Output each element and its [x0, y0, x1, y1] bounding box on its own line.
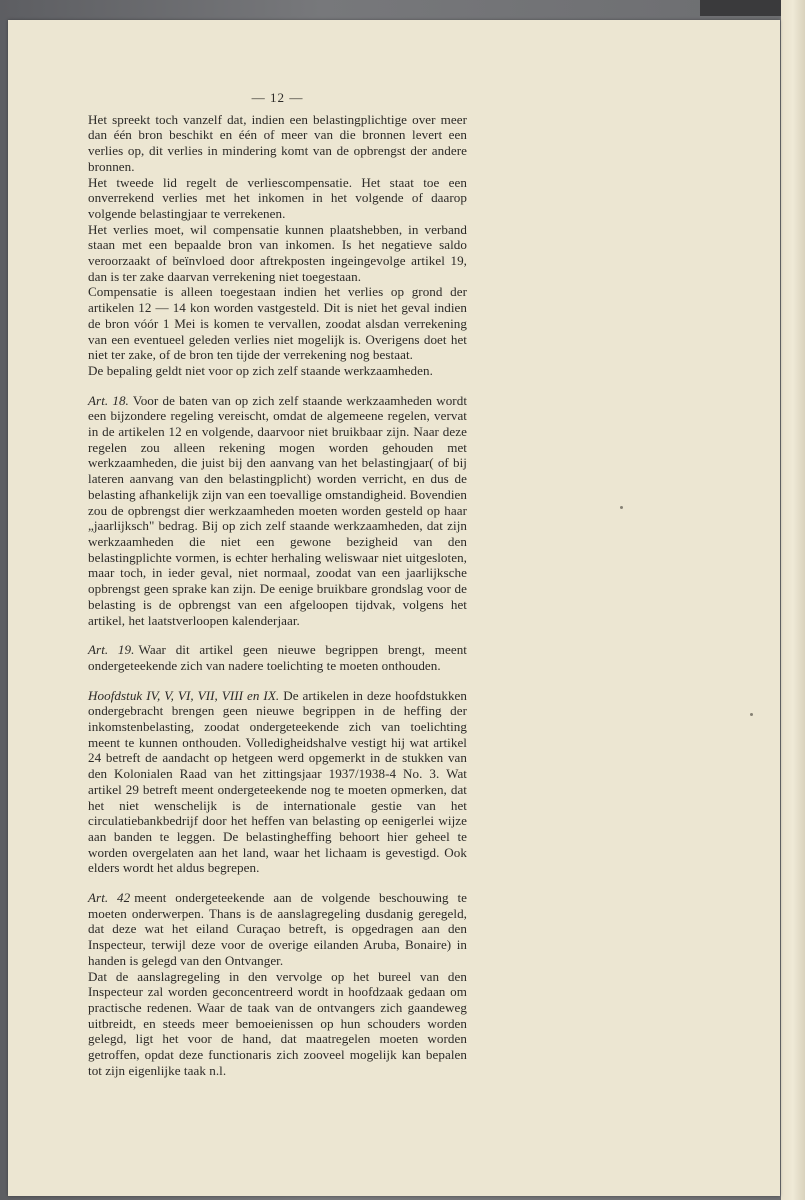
article-paragraph	[88, 393, 467, 629]
paragraph-text: meent ondergeteekende aan de volgende beschouwing te moeten onderwerpen. Thans is de aanslagregeling dusdanig geregeld, dat deze wat het eiland Curaçao betreft, is opgedragen aan den Inspecteur, terwijl deze voor de overige eilanden Aruba, Bonaire) in handen is gelegd van den Ontvanger.	[88, 890, 467, 968]
paragraph-text: De bepaling geldt niet voor op zich zelf staande werkzaamheden.	[88, 362, 433, 378]
paper-speck	[750, 713, 753, 716]
paragraph-gap	[88, 674, 467, 688]
document-page	[8, 20, 780, 1196]
paragraph-text: Waar dit artikel geen nieuwe begrippen brengt, meent ondergeteekende zich van nadere toelichting te moeten onthouden.	[88, 642, 467, 673]
paragraph	[88, 284, 467, 363]
paragraph-text: Dat de aanslagregeling in den vervolge op het bureel van den Inspecteur zal worden geconcentreerd wordt in hoofdzaak gedaan om practische redenen. Waar de taak van de ontvangers zich gaandeweg uitbreidt, en steeds meer bemoeienissen op hun schouders worden gelegd, ligt het voor de hand, dat maatregelen moeten worden getroffen, opdat deze functionaris zich zooveel mogelijk kan bepalen tot zijn eigenlijke taak n.l.	[88, 968, 467, 1078]
paper-speck	[620, 506, 623, 509]
paragraph	[88, 175, 467, 222]
next-page-edge	[781, 0, 805, 1200]
paragraph-text: Het verlies moet, wil compensatie kunnen plaatshebben, in verband staan met een bepaalde bron van inkomen. Is het negatieve saldo veroorzaakt of beïnvloed door aftrekposten ingeingevolge artikel 19, dan is ter zake daarvan verrekening niet toegestaan.	[88, 221, 467, 284]
chapter-heading: Hoofdstuk IV, V, VI, VII, VIII en IX.	[88, 687, 280, 703]
article-paragraph	[88, 890, 467, 969]
article-heading: Art. 42	[88, 890, 131, 906]
paragraph-text: Voor de baten van op zich zelf staande werkzaamheden wordt een bijzondere regeling vereischt, omdat de algemeene regelen, vervat in de artikelen 12 en volgende, daarvoor niet bruikbaar zijn. Naar deze regelen zou alleen rekening mogen worden gehouden met werkzaamheden, die juist bij den aanvang van het belastingjaar( of bij lateren aanvang van den belastingplicht) worden verricht, en dus de belasting afhankelijk zijn van een toevallige omstandigheid. Bovendien zou de opbrengst dier werkzaamheden moeten worden gesteld op haar „jaarlijksch" bedrag. Bij op zich zelf staande werkzaamheden, dat zijn werkzaamheden die niet een gewone bezigheid van den belastingplichte vormen, is echter herhaling weliswaar niet uitgesloten, maar toch, in ieder geval, niet normaal, zoodat van een jaarlijksche opbrengst geen sprake kan zijn. De eenige bruikbare grondslag voor de belasting is de opbrengst van een afgeloopen tijdvak, volgens het artikel, het laatstverloopen kalenderjaar.	[88, 392, 468, 628]
paragraph-gap	[88, 876, 467, 890]
paragraph	[88, 363, 467, 379]
article-paragraph	[88, 688, 467, 876]
paragraph-text: Het spreekt toch vanzelf dat, indien een belastingplichtige over meer dan één bron beschikt en één of meer van die bronnen levert een verlies op, dit verlies in mindering komt van de opbrengst der andere bronnen.	[88, 111, 467, 174]
article-paragraph	[88, 642, 467, 673]
paragraph	[88, 112, 467, 175]
paragraph-text: Compensatie is alleen toegestaan indien het verlies op grond der artikelen 12 — 14 kon worden vastgesteld. Dit is niet het geval indien de bron vóór 1 Mei is komen te vervallen, zoodat alsdan verrekening van een eventueel geleden verlies niet mogelijk is. Overigens doet het niet ter zake, of de bron ten tijde der verrekening nog bestaat.	[88, 284, 467, 363]
page-text	[88, 90, 467, 1078]
paragraph-text: De artikelen in deze hoofdstukken ondergebracht brengen geen nieuwe begrippen in de heffing der inkomstenbelasting, zoodat ondergeteekende zich van toelichting meent te kunnen onthouden. Volledigheidshalve vestigt hij wat artikel 24 betreft de aandacht op hetgeen werd opgemerkt in de stukken van den Kolonialen Raad van het zittingsjaar 1937/1938-4 No. 3. Wat artikel 29 betreft meent ondergeteekende nog te moeten opmerken, dat het niet wenschelijk is de internationale gestie van het circulatiebankbedrijf door het heffen van belasting op eenigerlei wijze aan banden te leggen. De belastingheffing behoort hier geheel te worden overgelaten aan het land, waar het lichaam is gevestigd. Ook elders wordt het aldus begrepen.	[88, 687, 467, 876]
paragraph-gap	[88, 628, 467, 642]
paragraph-text: Het tweede lid regelt de verliescompensatie. Het staat toe een onverrekend verlies met het inkomen in het volgende of daarop volgende belastingjaar te verrekenen.	[88, 174, 467, 221]
paragraph-gap	[88, 379, 467, 393]
article-heading: Art. 19.	[88, 642, 135, 658]
article-heading: Art. 18.	[88, 392, 129, 408]
page-number: — 12 —	[251, 90, 304, 105]
paragraph	[88, 222, 467, 285]
paragraph	[88, 969, 467, 1079]
